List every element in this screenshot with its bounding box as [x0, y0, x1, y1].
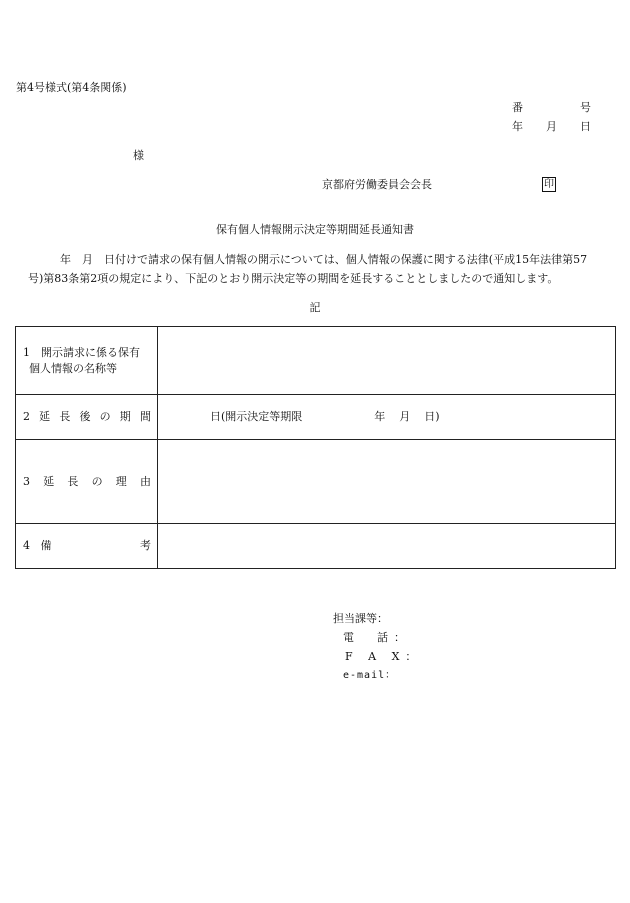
period-month: 月	[399, 410, 411, 424]
table-row	[16, 327, 616, 395]
label-line-1: 1 開示請求に係る保有	[23, 345, 140, 359]
contact-fax: F A X：	[345, 650, 423, 663]
sender-name: 京都府労働委員会会長	[322, 178, 432, 191]
label-char: 長	[67, 474, 79, 488]
label-char: の	[99, 410, 111, 424]
label-char: 間	[139, 410, 151, 424]
label-char: 2	[23, 410, 30, 424]
body-line-2: 号)第83条第2項の規定により、下記のとおり開示決定等の期間を延長することとしましたので通知します。	[28, 272, 559, 285]
date-year: 年	[512, 120, 523, 133]
date-month: 月	[546, 120, 557, 133]
label-char: 延	[39, 410, 51, 424]
label-extension-period	[23, 410, 157, 423]
label-remarks	[23, 539, 157, 552]
label-line-2: 個人情報の名称等	[29, 361, 117, 375]
form-id: 第4号様式(第4条関係)	[16, 81, 127, 94]
label-char: 長	[59, 410, 71, 424]
contact-email: e-mail：	[343, 670, 397, 681]
value-cell-disclosure-item[interactable]	[158, 327, 616, 395]
label-extension-reason	[23, 475, 157, 488]
label-cell	[16, 327, 158, 395]
period-year: 年	[374, 410, 386, 424]
period-day-text: 日(開示決定等期限	[210, 410, 303, 424]
seal-mark: 印	[544, 179, 554, 190]
period-end: 日)	[424, 410, 440, 424]
info-table	[15, 326, 616, 569]
label-char: の	[91, 474, 103, 488]
value-cell-extension-period[interactable]	[158, 395, 616, 440]
number-label: 番	[512, 101, 523, 114]
table-row	[16, 440, 616, 524]
body-text	[28, 250, 618, 288]
contact-dept: 担当課等：	[333, 612, 388, 625]
document-title: 保有個人情報開示決定等期間延長通知書	[216, 223, 414, 236]
label-disclosure-item	[23, 345, 157, 377]
ki-heading: 記	[309, 301, 321, 314]
value-cell-remarks[interactable]	[158, 524, 616, 569]
value-cell-extension-reason[interactable]	[158, 440, 616, 524]
label-char: 理	[115, 474, 127, 488]
label-char: 期	[119, 410, 131, 424]
label-char: 備	[40, 539, 52, 553]
label-cell	[16, 395, 158, 440]
contact-phone: 電 話：	[343, 631, 411, 644]
addressee-suffix: 様	[133, 149, 144, 162]
label-char: 由	[139, 474, 151, 488]
label-char: 3	[23, 474, 30, 488]
table-row	[16, 524, 616, 569]
number-suffix: 号	[580, 101, 591, 114]
label-cell	[16, 440, 158, 524]
label-char: 考	[140, 539, 151, 553]
body-line-1: 年 月 日付けで請求の保有個人情報の開示については、個人情報の保護に関する法律(平成15年法律第57	[60, 253, 588, 266]
contact-block	[333, 609, 422, 685]
label-cell	[16, 524, 158, 569]
label-char: 4	[23, 539, 30, 553]
label-char: 延	[43, 474, 55, 488]
label-char: 後	[79, 410, 91, 424]
table-row	[16, 395, 616, 440]
date-day: 日	[580, 120, 591, 133]
